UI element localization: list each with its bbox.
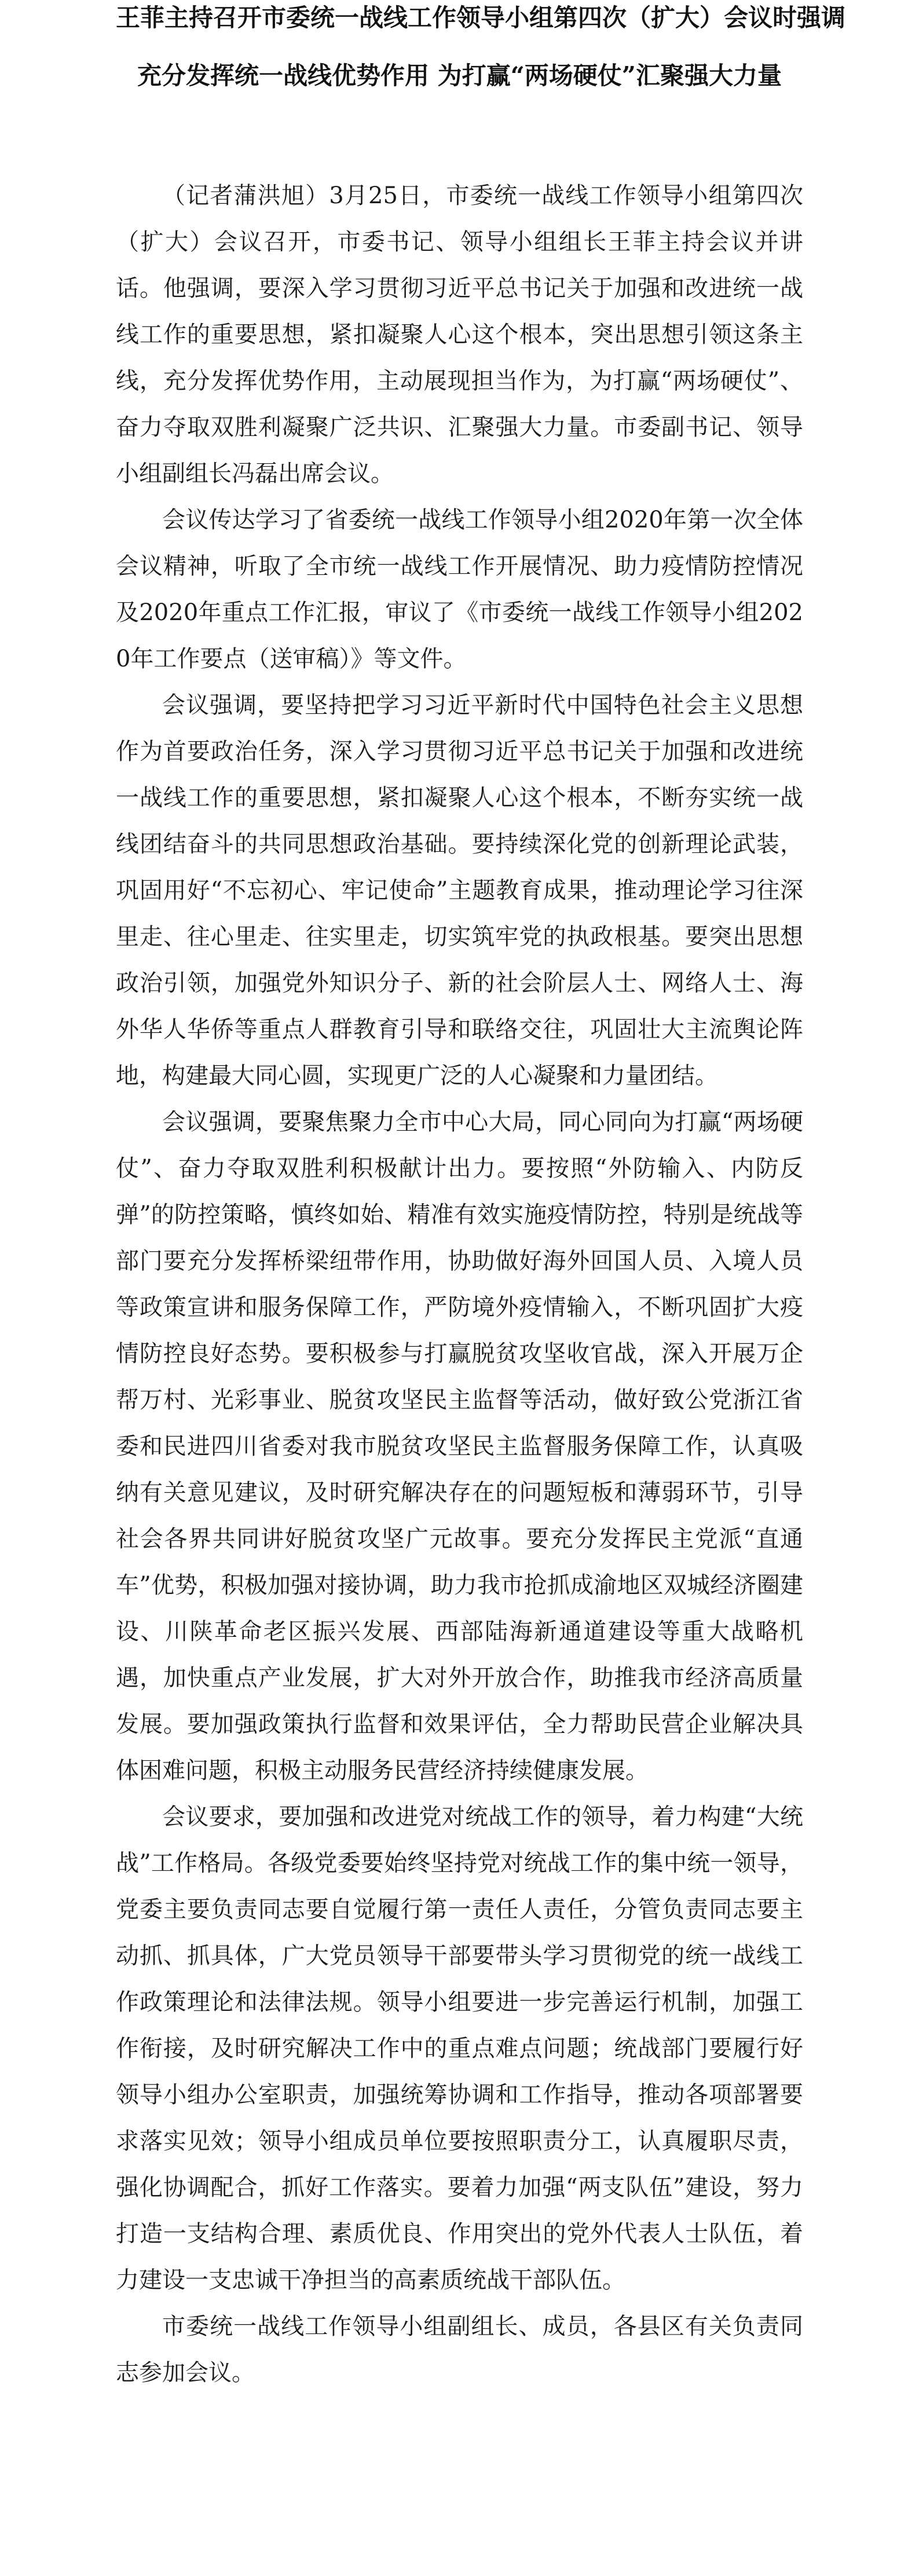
paragraph-leadership-requirements: 会议要求，要加强和改进党对统战工作的领导，着力构建“大统战”工作格局。各级党委要始终坚持党对统战工作的集中统一领导，党委主要负责同志要自觉履行第一责任人责任，分管负责同志要主动抓、抓具体，广大党员领导干部要带头学习贯彻党的统一战线工作政策理论和法律法规。领导小组要进一步完善运行机制，加强工作衔接，及时研究解决工作中的重点难点问题；统战部门要履行好领导小组办公室职责，加强统筹协调和工作指导，推动各项部署要求落实见效；领导小组成员单位要按照职责分工，认真履职尽责，强化协调配合，抓好工作落实。要着力加强“两支队伍”建设，努力打造一支结构合理、素质优良、作用突出的党外代表人士队伍，着力建设一支忠诚干净担当的高素质统战干部队伍。	[116, 1804, 803, 2293]
paragraph-political-study: 会议强调，要坚持把学习习近平新时代中国特色社会主义思想作为首要政治任务，深入学习贯彻习近平总书记关于加强和改进统一战线工作的重要思想，紧扣凝聚人心这个根本，不断夯实统一战线团结奋斗的共同思想政治基础。要持续深化党的创新理论武装，巩固用好“不忘初心、牢记使命”主题教育成果，推动理论学习往深里走、往心里走、往实里走，切实筑牢党的执政根基。要突出思想政治引领，加强党外知识分子、新的社会阶层人士、网络人士、海外华人华侨等重点人群教育引导和联络交往，巩固壮大主流舆论阵地，构建最大同心圆，实现更广泛的人心凝聚和力量团结。	[116, 692, 803, 1089]
paragraph-lead: （记者蒲洪旭）3月25日，市委统一战线工作领导小组第四次（扩大）会议召开，市委书记、领导小组组长王菲主持会议并讲话。他强调，要深入学习贯彻习近平总书记关于加强和改进统一战线工作的重要思想，紧扣凝聚人心这个根本，突出思想引领这条主线，充分发挥优势作用，主动展现担当作为，为打赢“两场硬仗”、奋力夺取双胜利凝聚广泛共识、汇聚强大力量。市委副书记、领导小组副组长冯磊出席会议。	[116, 182, 803, 487]
paragraph-central-tasks: 会议强调，要聚焦聚力全市中心大局，同心同向为打赢“两场硬仗”、奋力夺取双胜利积极献计出力。要按照“外防输入、内防反弹”的防控策略，慎终如始、精准有效实施疫情防控，特别是统战等部门要充分发挥桥梁纽带作用，协助做好海外回国人员、入境人员等政策宣讲和服务保障工作，严防境外疫情输入，不断巩固扩大疫情防控良好态势。要积极参与打赢脱贫攻坚收官战，深入开展万企帮万村、光彩事业、脱贫攻坚民主监督等活动，做好致公党浙江省委和民进四川省委对我市脱贫攻坚民主监督服务保障工作，认真吸纳有关意见建议，及时研究解决存在的问题短板和薄弱环节，引导社会各界共同讲好脱贫攻坚广元故事。要充分发挥民主党派“直通车”优势，积极加强对接协调，助力我市抢抓成渝地区双城经济圈建设、川陕革命老区振兴发展、西部陆海新通道建设等重大战略机遇，加快重点产业发展，扩大对外开放合作，助推我市经济高质量发展。要加强政策执行监督和效果评估，全力帮助民营企业解决具体困难问题，积极主动服务民营经济持续健康发展。	[116, 1109, 803, 1784]
headline-line-2: 充分发挥统一战线优势作用 为打赢“两场硬仗”汇聚强大力量	[137, 61, 782, 90]
headline-line-1: 王菲主持召开市委统一战线工作领导小组第四次（扩大）会议时强调	[116, 3, 846, 32]
paragraph-attendees: 市委统一战线工作领导小组副组长、成员，各县区有关负责同志参加会议。	[116, 2313, 803, 2386]
article-headline	[116, 3, 846, 90]
article-body	[116, 173, 803, 2396]
paragraph-meeting-agenda: 会议传达学习了省委统一战线工作领导小组2020年第一次全体会议精神，听取了全市统一战线工作开展情况、助力疫情防控情况及2020年重点工作汇报，审议了《市委统一战线工作领导小组2020年工作要点（送审稿）》等文件。	[116, 507, 803, 672]
